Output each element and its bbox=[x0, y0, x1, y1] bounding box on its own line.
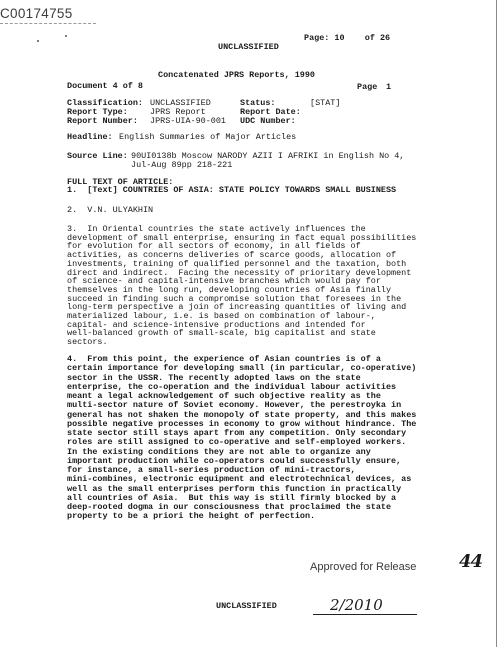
headline-value: English Summaries of Major Articles bbox=[119, 132, 297, 142]
status-label: Status: bbox=[240, 98, 276, 108]
report-type-label: Report Type: bbox=[67, 107, 128, 117]
release-date-underline bbox=[313, 614, 417, 615]
classification-marking-top: UNCLASSIFIED bbox=[218, 42, 279, 52]
article-author: 2. V.N. ULYAKHIN bbox=[67, 205, 154, 215]
page-counter: Page: 10 of 26 bbox=[304, 33, 391, 43]
source-line-label: Source Line: bbox=[67, 151, 128, 161]
scan-speck bbox=[65, 35, 67, 37]
paragraph-4-line: multi-sector nature of Soviet economy. However, the perestroyka in bbox=[67, 400, 402, 411]
paragraph-3-line: development of small enterprise, ensuring in fact equal possibilities bbox=[67, 232, 417, 243]
source-line-text: Jul-Aug 89pp 218-221 bbox=[131, 160, 233, 170]
paragraph-3-line: sectors. bbox=[67, 337, 108, 348]
document-label: Document 4 of 8 bbox=[67, 81, 143, 91]
report-type-value: JPRS Report bbox=[150, 107, 206, 117]
paragraph-3-line: of science- and capital-intensive branches which would pay for bbox=[67, 276, 381, 287]
status-value: [STAT] bbox=[310, 98, 341, 108]
paragraph-4-line: In the existing conditions they are not able to organize any bbox=[67, 446, 371, 457]
paragraph-4-line: important production while co-operators could successfully ensure, bbox=[67, 455, 402, 466]
report-number-label: Report Number: bbox=[67, 116, 138, 126]
paragraph-3-line: materialized labour, i.e. is based on combination of labour-, bbox=[67, 311, 376, 322]
paragraph-4-line: 4. From this point, the experience of Asian countries is of a bbox=[67, 354, 381, 364]
paragraph-4-line: enterprise, the co-operation and the individual labour activities bbox=[67, 381, 397, 392]
paragraph-4-line: deep-rooted dogma in our consciousness that proclaimed the state bbox=[67, 502, 392, 512]
handwritten-release-date: 2/2010 bbox=[330, 596, 383, 614]
report-number-value: JPRS-UIA-90-001 bbox=[150, 116, 226, 126]
page-number: 1 bbox=[386, 82, 392, 92]
paragraph-3-line: capital- and science-intensive productions and intended for bbox=[67, 319, 366, 330]
scan-speck bbox=[37, 40, 39, 42]
paragraph-4-line: well as the small enterprises perform this function in practically bbox=[67, 483, 402, 494]
paragraph-4 bbox=[67, 355, 416, 522]
paragraph-4-line: meant a legal acknowledgement of such objective reality as the bbox=[67, 391, 381, 401]
classification-value: UNCLASSIFIED bbox=[150, 98, 211, 108]
paragraph-4-line: sector in the USSR. The recently adopted laws on the state bbox=[67, 372, 361, 383]
document-control-number: C00174755 bbox=[0, 6, 73, 21]
paragraph-3-line: themselves in the long run, developing countries of Asia finally bbox=[67, 284, 392, 295]
paragraph-4-line: general has not shaken the monopoly of state property, and this makes bbox=[67, 409, 417, 420]
paragraph-3 bbox=[67, 225, 416, 347]
udc-number-label: UDC Number: bbox=[240, 116, 296, 126]
source-line-text: 90UI0138b Moscow NARODY AZII I AFRIKI in English No 4, bbox=[131, 151, 405, 161]
classification-label: Classification: bbox=[67, 98, 143, 108]
report-date-label: Report Date: bbox=[240, 107, 301, 117]
paragraph-3-line: long-term perspective a join of increasing quantities of living and bbox=[67, 302, 407, 313]
paragraph-4-line: certain importance for developing small (in particular, co-operative) bbox=[67, 363, 417, 374]
handwritten-page-number: 44 bbox=[459, 551, 483, 572]
full-text-label: FULL TEXT OF ARTICLE: bbox=[67, 177, 174, 187]
classification-marking-bottom: UNCLASSIFIED bbox=[216, 601, 277, 611]
paragraph-4-line: mini-combines, electronic equipment and electrotechnical devices, as bbox=[67, 474, 412, 485]
paragraph-4-line: for instance, a small-series production of mini-tractors, bbox=[67, 465, 356, 475]
paragraph-4-line: state sector still stays apart from any competition. Only secondary bbox=[67, 428, 407, 438]
paragraph-4-line: all countries of Asia. But this way is still firmly blocked by a bbox=[67, 492, 397, 503]
report-title: Concatenated JPRS Reports, 1990 bbox=[158, 70, 315, 80]
scan-edge-line bbox=[496, 0, 497, 647]
approved-for-release-stamp: Approved for Release bbox=[310, 561, 417, 573]
stamp-divider bbox=[0, 23, 96, 24]
paragraph-3-line: for evolution for all sectors of economy, in all fields of bbox=[67, 241, 361, 252]
paragraph-3-line: well-balanced growth of small-scale, big capitalist and state bbox=[67, 328, 376, 339]
paragraph-4-line: possible negative processes in economy to grow without hindrance. The bbox=[67, 418, 417, 429]
paragraph-3-line: succeed in finding such a compromise solution that foresees in the bbox=[67, 293, 402, 304]
paragraph-3-line: 3. In Oriental countries the state actively influences the bbox=[67, 224, 366, 234]
paragraph-4-line: roles are still assigned to co-operative and self-employed workers. bbox=[67, 437, 407, 448]
headline-label: Headline: bbox=[67, 132, 113, 142]
paragraph-3-line: activities, as concerns deliveries of scarce goods, allocation of bbox=[67, 250, 397, 261]
article-title: 1. [Text] COUNTRIES OF ASIA: STATE POLICY TOWARDS SMALL BUSINESS bbox=[67, 185, 397, 195]
paragraph-4-line: property to be a priori the height of perfection. bbox=[67, 511, 316, 522]
paragraph-3-line: direct and indirect. Facing the necessity of prioritary development bbox=[67, 267, 412, 278]
paragraph-3-line: investments, training of qualified personnel and the taxation, both bbox=[67, 258, 407, 269]
source-line-value bbox=[131, 152, 404, 170]
page-label: Page bbox=[357, 82, 378, 92]
